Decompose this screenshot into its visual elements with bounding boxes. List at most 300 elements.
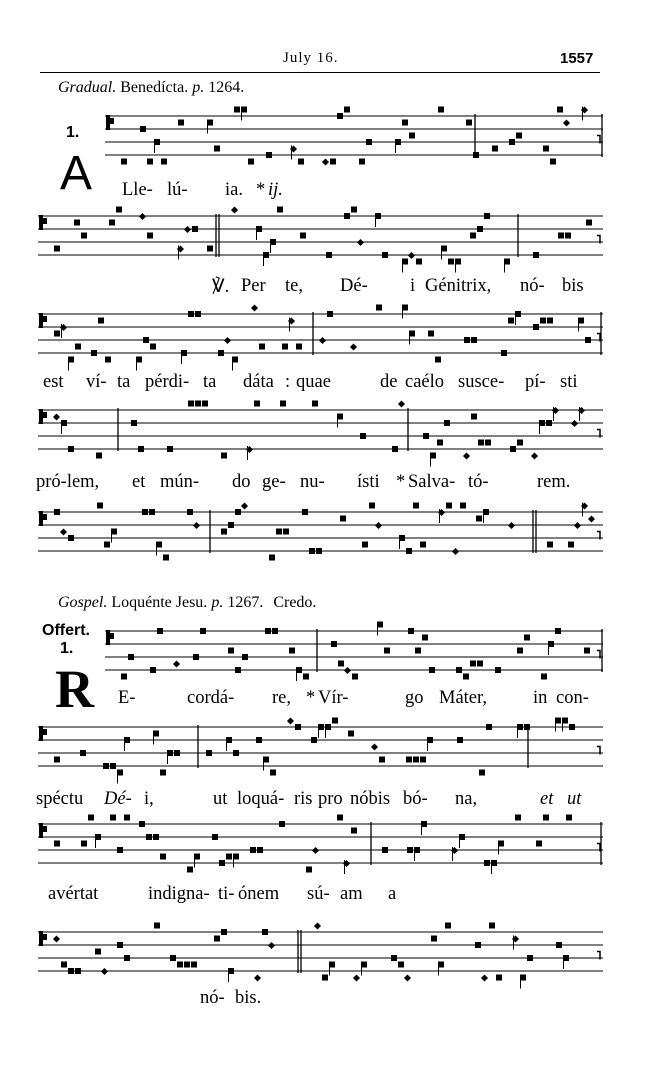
neume-note — [463, 674, 469, 680]
neume-note — [565, 233, 571, 239]
neume-note — [54, 246, 60, 252]
neume-note — [193, 654, 199, 660]
neume-note — [221, 453, 227, 459]
neume-note — [413, 503, 419, 509]
neume-note — [406, 548, 412, 554]
neume-note — [235, 509, 241, 515]
neume-note — [306, 867, 312, 873]
neume-note — [566, 815, 572, 821]
neume-note — [569, 724, 575, 730]
mode-number: 1. — [66, 124, 80, 141]
neume-note — [212, 834, 218, 840]
neume-note — [81, 233, 87, 239]
neume-note — [527, 955, 533, 961]
neume-note — [191, 962, 197, 968]
neume-note — [138, 446, 144, 452]
neume-note — [149, 509, 155, 515]
neume-note — [360, 433, 366, 439]
neume-note — [586, 220, 592, 226]
neume-note — [103, 763, 109, 769]
neume-note — [382, 847, 388, 853]
lyric: et — [132, 472, 146, 492]
neume-note — [408, 628, 414, 634]
neume-note — [369, 503, 375, 509]
neume-note — [75, 968, 81, 974]
neume-note — [420, 542, 426, 548]
neume-note — [170, 955, 176, 961]
neume-note — [322, 975, 328, 981]
neume-note — [366, 139, 372, 145]
neume-note — [574, 522, 581, 529]
neume-note — [409, 133, 415, 139]
neume-note — [415, 648, 421, 654]
do-clef-icon — [43, 826, 47, 832]
neume-note — [195, 401, 201, 407]
gospel-incipit: Loquénte Jesu. — [111, 594, 208, 611]
neume-note — [524, 635, 530, 641]
neume-note — [314, 922, 321, 929]
neume-note — [524, 724, 530, 730]
neume-note — [277, 207, 283, 213]
neume-note — [475, 942, 481, 948]
neume-note — [456, 667, 462, 673]
neume-note — [496, 975, 502, 981]
neume-note — [437, 440, 443, 446]
neume-note — [128, 654, 134, 660]
neume-note — [187, 867, 193, 873]
credo-rubric: Credo. — [273, 594, 317, 611]
do-clef-icon — [106, 115, 110, 130]
lyric: dáta — [243, 372, 274, 392]
lyric: rem. — [537, 472, 571, 492]
neume-note — [259, 344, 265, 350]
neume-note — [584, 648, 590, 654]
do-clef-icon — [43, 729, 47, 735]
neume-note — [105, 357, 111, 363]
neume-note — [184, 962, 190, 968]
do-clef-icon — [106, 630, 110, 645]
lyric: pró-lem, — [36, 472, 100, 492]
neume-note — [330, 159, 336, 165]
lyric: mún- — [160, 472, 200, 492]
neume-note — [517, 440, 523, 446]
neume-note — [476, 516, 482, 522]
neume-note — [75, 344, 81, 350]
lyric: ut — [567, 789, 582, 809]
neume-note — [188, 311, 194, 317]
neume-note — [457, 737, 463, 743]
neume-note — [585, 337, 591, 343]
neume-note — [428, 331, 434, 337]
neume-note — [438, 107, 444, 113]
neume-note — [153, 834, 159, 840]
neume-note — [464, 337, 470, 343]
neume-note — [139, 821, 145, 827]
gospel-label: Gospel. — [58, 594, 108, 611]
neume-note — [231, 206, 238, 213]
initial-letter-r: R — [55, 659, 94, 719]
neume-note — [91, 350, 97, 356]
lyric: susce- — [458, 372, 505, 392]
neume-note — [406, 757, 412, 763]
neume-note — [311, 737, 317, 743]
neume-note — [473, 152, 479, 158]
neume-note — [266, 152, 272, 158]
neume-note — [588, 515, 595, 522]
neume-note — [142, 509, 148, 515]
neume-note — [226, 854, 232, 860]
neume-note — [547, 318, 553, 324]
neume-note — [298, 159, 304, 165]
lyric: sú- — [307, 884, 330, 904]
neume-note — [407, 847, 413, 853]
lyric: ij. — [268, 180, 283, 200]
lyric: Per — [241, 276, 266, 296]
neume-note — [479, 770, 485, 776]
neume-note — [376, 305, 382, 311]
neume-note — [61, 962, 67, 968]
lyric: nu- — [300, 472, 325, 492]
gradual-ref-num: 1264. — [208, 79, 245, 96]
neume-note — [121, 159, 127, 165]
neume-note — [420, 757, 426, 763]
neume-note — [327, 311, 333, 317]
neume-note — [150, 667, 156, 673]
neume-note — [515, 815, 521, 821]
neume-note — [404, 974, 411, 981]
lyric: et — [540, 789, 554, 809]
neume-note — [184, 226, 191, 233]
lyric: ge- — [262, 472, 286, 492]
lyric: Vír- — [318, 688, 349, 708]
neume-note — [95, 949, 101, 955]
lyric: go — [405, 688, 424, 708]
gospel-ref-num: 1267. — [227, 594, 264, 611]
gradual-incipit: Benedícta. — [120, 79, 189, 96]
do-clef-icon — [39, 931, 43, 946]
neume-note — [124, 955, 130, 961]
lyric: re, — [272, 688, 291, 708]
staff-offertory-4 — [38, 928, 603, 984]
neume-note — [235, 667, 241, 673]
lyric: cordá- — [187, 688, 235, 708]
neume-note — [470, 233, 476, 239]
neume-note — [541, 674, 547, 680]
neume-note — [88, 815, 94, 821]
neume-note — [326, 252, 332, 258]
neume-note — [289, 648, 295, 654]
neume-note — [555, 628, 561, 634]
lyric: nó- — [200, 988, 225, 1008]
neume-note — [371, 743, 378, 750]
neume-note — [501, 350, 507, 356]
neume-note — [140, 126, 146, 132]
neume-note — [167, 446, 173, 452]
neume-note — [452, 548, 459, 555]
lyric: : — [285, 372, 291, 392]
do-clef-icon — [39, 511, 43, 526]
lyric: pro — [318, 789, 343, 809]
neume-note — [221, 529, 227, 535]
neume-note — [147, 233, 153, 239]
neume-note — [531, 452, 538, 459]
neume-note — [533, 252, 539, 258]
neume-note — [173, 660, 180, 667]
neume-note — [571, 420, 578, 427]
lyric: ut — [213, 789, 228, 809]
neume-note — [218, 350, 224, 356]
neume-note — [101, 968, 108, 975]
neume-note — [448, 259, 454, 265]
neume-note — [143, 337, 149, 343]
do-clef-icon — [43, 218, 47, 224]
neume-note — [276, 529, 282, 535]
neume-note — [188, 401, 194, 407]
lyric: pérdi- — [145, 372, 190, 392]
neume-note — [391, 955, 397, 961]
neume-note — [214, 936, 220, 942]
neume-note — [270, 770, 276, 776]
neume-note — [484, 213, 490, 219]
gospel-ref-p: p. — [211, 594, 224, 611]
offertory-mode-number: 1. — [60, 640, 74, 657]
lyric: do — [232, 472, 251, 492]
staff-gradual-5 — [38, 508, 603, 564]
neume-note — [96, 453, 102, 459]
neume-note — [556, 942, 562, 948]
neume-note — [485, 440, 491, 446]
neume-note — [398, 400, 405, 407]
staff-offertory-1 — [105, 627, 603, 683]
lyric: E- — [118, 688, 136, 708]
neume-note — [445, 923, 451, 929]
page-number: 1557 — [560, 50, 594, 67]
neume-note — [486, 724, 492, 730]
neume-note — [344, 213, 350, 219]
neume-note — [557, 107, 563, 113]
lyric: sti — [560, 372, 578, 392]
neume-note — [550, 159, 556, 165]
neume-note — [98, 318, 104, 324]
lyric: ta — [203, 372, 217, 392]
lyric: quae — [296, 372, 331, 392]
neume-note — [543, 146, 549, 152]
lyric: est — [43, 372, 64, 392]
lyric: indigna- — [148, 884, 210, 904]
neume-note — [547, 542, 553, 548]
lyric: * — [306, 688, 316, 708]
neume-note — [351, 828, 357, 834]
neume-note — [202, 401, 208, 407]
neume-note — [234, 107, 240, 113]
neume-note — [131, 420, 137, 426]
neume-note — [353, 974, 360, 981]
neume-note — [516, 133, 522, 139]
neume-note — [139, 213, 146, 220]
neume-note — [444, 420, 450, 426]
neume-note — [413, 757, 419, 763]
neume-note — [495, 667, 501, 673]
neume-note — [533, 324, 539, 330]
neume-note — [228, 522, 234, 528]
lyric: bis — [562, 276, 584, 296]
initial-letter-a: A — [60, 147, 93, 200]
neume-note — [508, 318, 514, 324]
versicle-sign: ℣. — [212, 277, 230, 297]
neume-note — [309, 548, 315, 554]
neume-note — [351, 207, 357, 213]
lyric: spéctu — [36, 789, 84, 809]
neume-note — [344, 107, 350, 113]
neume-note — [104, 542, 110, 548]
neume-note — [117, 847, 123, 853]
lyric: ta — [117, 372, 131, 392]
neume-note — [302, 509, 308, 515]
lyric: Salva- — [408, 472, 456, 492]
neume-note — [272, 628, 278, 634]
neume-note — [193, 522, 200, 529]
do-clef-icon — [43, 412, 47, 418]
neume-note — [54, 509, 60, 515]
neume-note — [322, 158, 329, 165]
neume-note — [257, 847, 263, 853]
neume-note — [408, 252, 415, 259]
neume-note — [466, 120, 472, 126]
neume-note — [337, 815, 343, 821]
neume-note — [489, 923, 495, 929]
lyric: na, — [455, 789, 478, 809]
neume-note — [568, 542, 574, 548]
neume-note — [316, 548, 322, 554]
do-clef-icon — [39, 823, 43, 838]
do-clef-icon — [43, 316, 47, 322]
lyric: ónem — [238, 884, 280, 904]
neume-note — [160, 770, 166, 776]
staff-gradual-4 — [38, 406, 603, 462]
lyric: Génitrix, — [425, 276, 492, 296]
neume-note — [110, 815, 116, 821]
lyric: ia. — [225, 180, 243, 200]
neume-note — [543, 815, 549, 821]
neume-note — [492, 146, 498, 152]
neume-note — [116, 207, 122, 213]
neume-note — [110, 763, 116, 769]
lyric: ví- — [86, 372, 107, 392]
neume-note — [256, 737, 262, 743]
neume-note — [161, 159, 167, 165]
do-clef-icon — [110, 633, 114, 639]
neume-note — [121, 674, 127, 680]
lyric: Dé- — [340, 276, 368, 296]
header-rule — [40, 72, 600, 73]
neume-note — [207, 246, 213, 252]
neume-note — [68, 446, 74, 452]
neume-note — [233, 750, 239, 756]
do-clef-icon — [39, 409, 43, 424]
do-clef-icon — [39, 726, 43, 741]
neume-note — [477, 661, 483, 667]
running-head: July 16. — [283, 50, 339, 66]
neume-note — [187, 509, 193, 515]
neume-note — [384, 648, 390, 654]
neume-note — [332, 718, 338, 724]
neume-note — [206, 750, 212, 756]
lyric: bis. — [235, 988, 262, 1008]
gradual-ref-p: p. — [192, 79, 205, 96]
neume-note — [362, 542, 368, 548]
neume-note — [348, 731, 354, 737]
neume-note — [338, 661, 344, 667]
neume-note — [221, 929, 227, 935]
lyric: bó- — [403, 789, 428, 809]
lyric: am — [340, 884, 363, 904]
neume-note — [54, 331, 60, 337]
neume-note — [219, 860, 225, 866]
neume-note — [463, 452, 470, 459]
neume-note — [117, 942, 123, 948]
neume-note — [214, 146, 220, 152]
neume-note — [282, 344, 288, 350]
lyric: caélo — [405, 372, 445, 392]
staff-gradual-3 — [38, 310, 603, 366]
neume-note — [295, 724, 301, 730]
neume-note — [422, 635, 428, 641]
neume-note — [350, 343, 357, 350]
neume-note — [357, 239, 364, 246]
neume-note — [160, 854, 166, 860]
neume-note — [269, 555, 275, 561]
neume-note — [331, 641, 337, 647]
neume-note — [254, 974, 261, 981]
lyric: con- — [556, 688, 589, 708]
lyric: ísti — [357, 472, 380, 492]
neume-note — [254, 401, 260, 407]
do-clef-icon — [43, 934, 47, 940]
staff-gradual-2 — [38, 212, 603, 268]
neume-note — [558, 233, 564, 239]
neume-note — [300, 233, 306, 239]
neume-note — [174, 750, 180, 756]
neume-note — [200, 628, 206, 634]
neume-note — [154, 923, 160, 929]
offertory-label: Offert. — [42, 622, 90, 639]
neume-note — [471, 414, 477, 420]
neume-note — [509, 139, 515, 145]
neume-note — [563, 119, 570, 126]
neume-note — [251, 304, 258, 311]
lyric: a — [388, 884, 397, 904]
neume-note — [416, 259, 422, 265]
neume-note — [471, 337, 477, 343]
neume-note — [536, 841, 542, 847]
neume-note — [192, 226, 198, 232]
neume-note — [54, 841, 60, 847]
neume-note — [262, 929, 268, 935]
neume-note — [337, 113, 343, 119]
lyric: ti- — [218, 884, 235, 904]
neume-note — [81, 841, 87, 847]
do-clef-icon — [39, 215, 43, 230]
lyric: i — [410, 276, 416, 296]
neume-note — [68, 535, 74, 541]
staff-offertory-3 — [38, 820, 603, 876]
lyric: nóbis — [350, 789, 391, 809]
neume-note — [398, 962, 404, 968]
neume-note — [265, 628, 271, 634]
staff-gradual-1 — [105, 112, 603, 168]
neume-note — [68, 968, 74, 974]
neume-note — [280, 401, 286, 407]
